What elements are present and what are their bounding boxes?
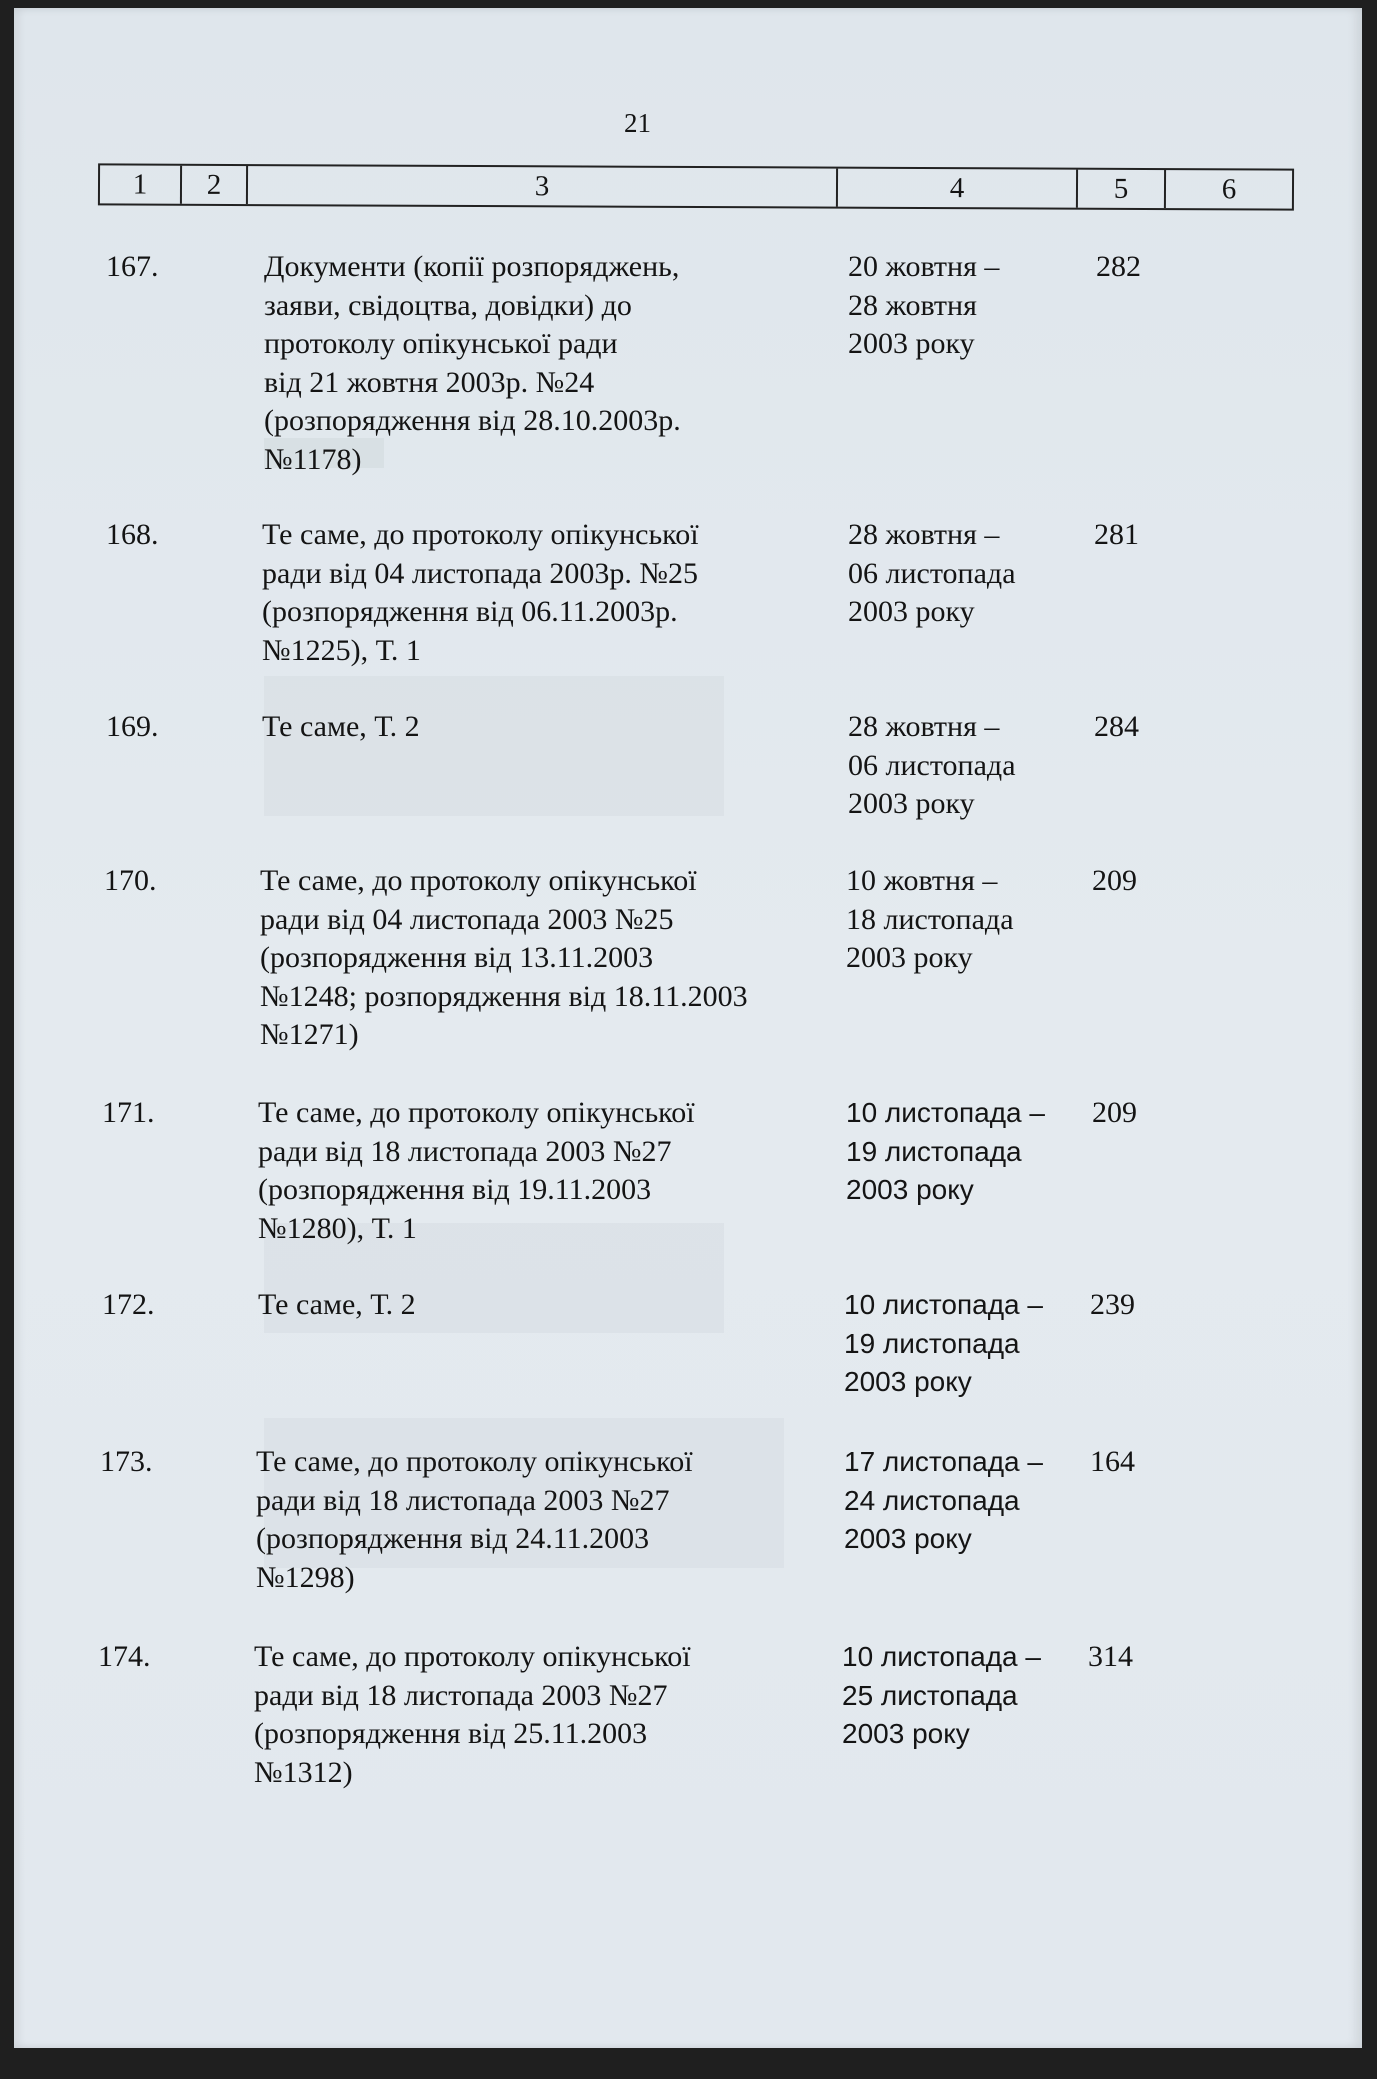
entry-number: 168. <box>106 518 159 551</box>
entry-description: Те саме, до протоколу опікунської ради від 18 листопада 2003 №27 (розпорядження від 24.11.2003 №1298) <box>256 1445 693 1594</box>
entry-dates: 10 листопада – 19 листопада 2003 року <box>846 1097 1045 1205</box>
entry-number: 169. <box>106 710 159 743</box>
entry-description: Те саме, до протоколу опікунської ради від 04 листопада 2003р. №25 (розпорядження від 06.11.2003р. №1225), Т. 1 <box>262 518 699 667</box>
entry-number: 171. <box>102 1096 155 1129</box>
entry-dates: 10 листопада – 19 листопада 2003 року <box>844 1289 1043 1397</box>
column-header-2: 2 <box>182 166 248 204</box>
column-header-5: 5 <box>1078 170 1166 208</box>
entry-description: Те саме, Т. 2 <box>258 1288 416 1321</box>
entry-page-count: 164 <box>1090 1445 1135 1478</box>
entry-page-count: 281 <box>1094 518 1139 551</box>
page-number: 21 <box>624 108 651 138</box>
entry-page-count: 209 <box>1092 1096 1137 1129</box>
column-header-6: 6 <box>1221 173 1237 206</box>
entry-page-count: 282 <box>1096 250 1141 283</box>
entry-page-count: 314 <box>1088 1640 1133 1673</box>
entry-number: 172. <box>102 1288 155 1321</box>
entry-number: 170. <box>104 864 157 897</box>
entry-description: Документи (копії розпоряджень, заяви, свідоцтва, довідки) до протоколу опікунської ради від 21 жовтня 2003р. №24 (розпорядження від 28.10.2003р. №1178) <box>264 250 681 476</box>
entry-dates: 10 жовтня – 18 листопада 2003 року <box>846 864 1014 974</box>
entry-description: Те саме, Т. 2 <box>262 710 420 743</box>
column-header-1: 1 <box>100 165 182 203</box>
entry-dates: 28 жовтня – 06 листопада 2003 року <box>848 710 1016 820</box>
entry-dates: 17 листопада – 24 листопада 2003 року <box>844 1446 1043 1554</box>
entry-page-count: 284 <box>1094 710 1139 743</box>
entry-dates: 20 жовтня – 28 жовтня 2003 року <box>848 250 1000 360</box>
entry-page-count: 209 <box>1092 864 1137 897</box>
entry-description: Те саме, до протоколу опікунської ради від 04 листопада 2003 №25 (розпорядження від 13.11.2003 №1248; розпорядження від 18.11.2003 №1271) <box>260 864 748 1051</box>
entry-description: Те саме, до протоколу опікунської ради від 18 листопада 2003 №27 (розпорядження від 25.11.2003 №1312) <box>254 1640 691 1789</box>
column-header-4: 4 <box>838 169 1078 208</box>
column-number-header <box>98 163 1294 210</box>
column-header-3: 3 <box>248 166 838 207</box>
entry-description: Те саме, до протоколу опікунської ради від 18 листопада 2003 №27 (розпорядження від 19.11.2003 №1280), Т. 1 <box>258 1096 695 1245</box>
entry-number: 167. <box>106 250 159 283</box>
entry-dates: 28 жовтня – 06 листопада 2003 року <box>848 518 1016 628</box>
document-page <box>14 8 1362 2048</box>
entry-number: 173. <box>100 1445 153 1478</box>
entry-number: 174. <box>98 1640 151 1673</box>
entry-dates: 10 листопада – 25 листопада 2003 року <box>842 1641 1041 1749</box>
entry-page-count: 239 <box>1090 1288 1135 1321</box>
